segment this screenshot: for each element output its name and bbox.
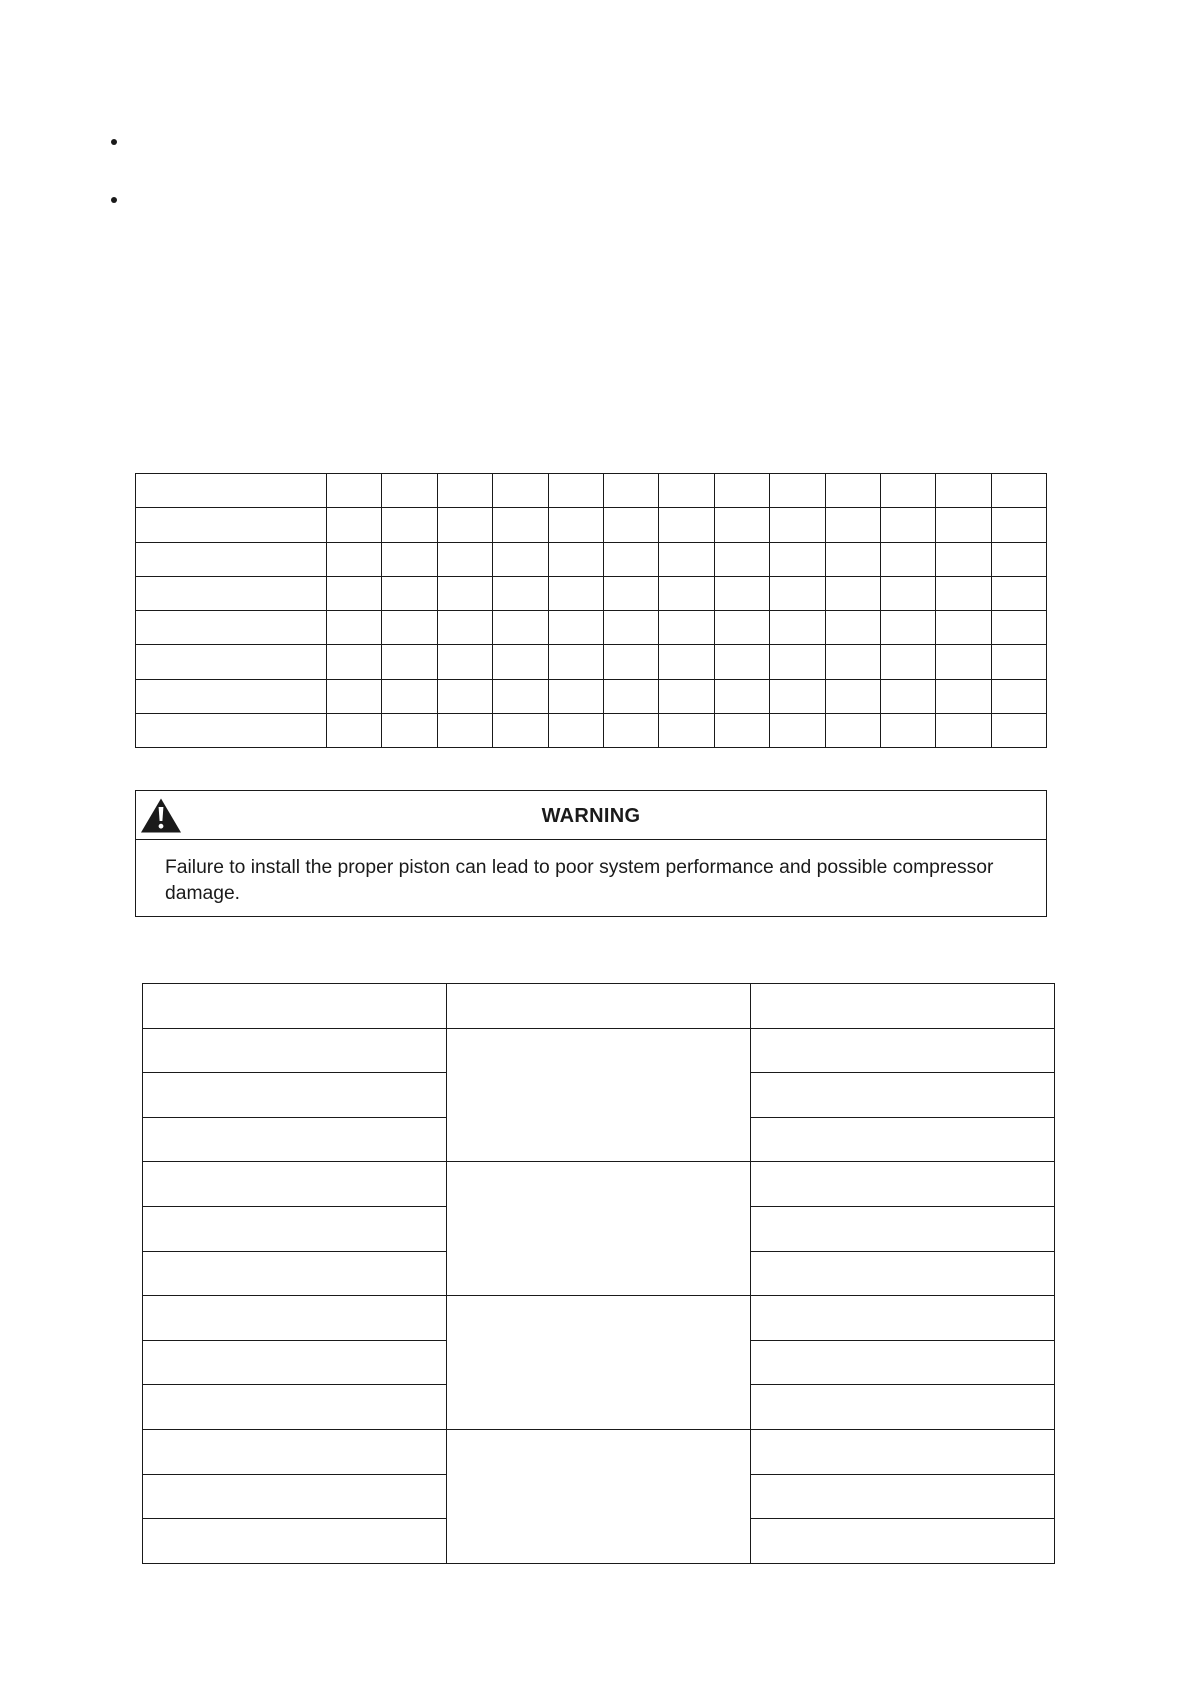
table-cell (936, 508, 991, 542)
table-cell (136, 714, 327, 748)
table-cell (991, 474, 1046, 508)
table-cell (382, 679, 437, 713)
table-cell (825, 611, 880, 645)
table-cell (143, 1385, 447, 1430)
table-cell (714, 576, 769, 610)
table-row (136, 474, 1047, 508)
table-cell (143, 1117, 447, 1162)
table-cell (751, 1340, 1055, 1385)
table-cell (493, 542, 548, 576)
table-cell (437, 645, 492, 679)
table-cell (936, 576, 991, 610)
table-row (136, 679, 1047, 713)
table-cell (437, 679, 492, 713)
table-cell (136, 542, 327, 576)
table-cell (991, 679, 1046, 713)
table-cell (327, 508, 382, 542)
table-cell (659, 576, 714, 610)
table-cell (770, 714, 825, 748)
table-cell (825, 474, 880, 508)
table-merged-cell (447, 1162, 751, 1296)
table-header-row (143, 984, 1055, 1029)
table-cell (936, 714, 991, 748)
bullet-2 (111, 197, 117, 203)
table-cell (659, 611, 714, 645)
table-cell (991, 576, 1046, 610)
table-cell (548, 679, 603, 713)
table-cell (751, 1296, 1055, 1341)
table-cell (770, 645, 825, 679)
table-cell (659, 508, 714, 542)
table-cell (714, 611, 769, 645)
table-row (136, 542, 1047, 576)
table-row (136, 714, 1047, 748)
table-cell (143, 984, 447, 1029)
table-cell (659, 645, 714, 679)
table-cell (936, 679, 991, 713)
table-cell (880, 508, 935, 542)
table-cell (880, 645, 935, 679)
table-cell (936, 542, 991, 576)
table-cell (880, 542, 935, 576)
table-cell (327, 679, 382, 713)
table-cell (714, 645, 769, 679)
table-cell (136, 645, 327, 679)
table-cell (825, 645, 880, 679)
table-cell (548, 611, 603, 645)
table-cell (382, 542, 437, 576)
table-cell (751, 1117, 1055, 1162)
table-cell (437, 474, 492, 508)
table-merged-cell (447, 1028, 751, 1162)
table-cell (143, 1296, 447, 1341)
table-cell (437, 508, 492, 542)
table-cell (548, 508, 603, 542)
table-cell (603, 714, 658, 748)
table-cell (493, 611, 548, 645)
piston-kit-table (142, 983, 1055, 1564)
table-cell (143, 1519, 447, 1564)
piston-kit-table-body (143, 984, 1055, 1564)
table-row (143, 1162, 1055, 1207)
table-cell (327, 714, 382, 748)
warning-header (136, 791, 1046, 840)
table-cell (136, 576, 327, 610)
table-cell (751, 1073, 1055, 1118)
table-cell (880, 679, 935, 713)
table-cell (548, 542, 603, 576)
table-cell (936, 645, 991, 679)
table-cell (991, 542, 1046, 576)
bullet-1 (111, 139, 117, 145)
table-cell (714, 542, 769, 576)
table-cell (143, 1206, 447, 1251)
table-cell (493, 576, 548, 610)
table-cell (136, 474, 327, 508)
table-cell (493, 714, 548, 748)
table-cell (603, 576, 658, 610)
table-cell (382, 474, 437, 508)
table-merged-cell (447, 1429, 751, 1563)
table-cell (493, 474, 548, 508)
table-cell (548, 645, 603, 679)
table-cell (437, 576, 492, 610)
table-cell (136, 611, 327, 645)
table-cell (327, 645, 382, 679)
table-cell (825, 542, 880, 576)
table-cell (751, 1162, 1055, 1207)
table-cell (825, 508, 880, 542)
piston-size-table (135, 473, 1047, 748)
table-cell (825, 714, 880, 748)
table-cell (751, 1206, 1055, 1251)
table-cell (714, 679, 769, 713)
warning-text: Failure to install the proper piston can lead to poor system performance and possible compressor damage. (165, 857, 994, 904)
table-cell (936, 611, 991, 645)
table-cell (603, 508, 658, 542)
table-cell (143, 1340, 447, 1385)
table-cell (880, 474, 935, 508)
table-cell (327, 474, 382, 508)
table-cell (382, 508, 437, 542)
table-row (143, 1028, 1055, 1073)
table-cell (880, 714, 935, 748)
table-cell (880, 576, 935, 610)
table-merged-cell (447, 1296, 751, 1430)
table-cell (991, 714, 1046, 748)
table-cell (603, 542, 658, 576)
table-cell (382, 714, 437, 748)
table-cell (751, 1028, 1055, 1073)
table-cell (382, 611, 437, 645)
table-cell (770, 542, 825, 576)
table-cell (143, 1028, 447, 1073)
table-cell (548, 714, 603, 748)
table-cell (437, 714, 492, 748)
table-cell (751, 1474, 1055, 1519)
table-cell (437, 542, 492, 576)
table-cell (659, 542, 714, 576)
table-cell (136, 679, 327, 713)
table-cell (327, 611, 382, 645)
table-cell (714, 474, 769, 508)
table-cell (714, 714, 769, 748)
table-cell (991, 508, 1046, 542)
table-cell (751, 1429, 1055, 1474)
table-row (136, 576, 1047, 610)
table-cell (548, 474, 603, 508)
table-cell (382, 645, 437, 679)
table-cell (714, 508, 769, 542)
table-cell (447, 984, 751, 1029)
table-cell (770, 576, 825, 610)
table-cell (136, 508, 327, 542)
table-cell (770, 611, 825, 645)
table-cell (143, 1073, 447, 1118)
table-cell (825, 679, 880, 713)
table-row (143, 1296, 1055, 1341)
table-cell (493, 679, 548, 713)
table-cell (548, 576, 603, 610)
table-cell (991, 611, 1046, 645)
table-cell (143, 1429, 447, 1474)
table-cell (659, 714, 714, 748)
table-cell (493, 508, 548, 542)
table-cell (603, 645, 658, 679)
table-cell (751, 984, 1055, 1029)
warning-box (135, 790, 1047, 917)
table-cell (659, 679, 714, 713)
table-cell (493, 645, 548, 679)
table-row (136, 508, 1047, 542)
piston-size-table-body (136, 474, 1047, 748)
table-cell (327, 576, 382, 610)
warning-title: WARNING (541, 805, 641, 827)
table-cell (659, 474, 714, 508)
table-cell (825, 576, 880, 610)
table-row (136, 611, 1047, 645)
table-cell (936, 474, 991, 508)
table-cell (603, 679, 658, 713)
table-cell (770, 474, 825, 508)
table-cell (603, 611, 658, 645)
table-cell (880, 611, 935, 645)
table-cell (603, 474, 658, 508)
table-cell (327, 542, 382, 576)
table-cell (143, 1251, 447, 1296)
table-cell (751, 1519, 1055, 1564)
table-cell (770, 679, 825, 713)
table-cell (770, 508, 825, 542)
table-cell (751, 1385, 1055, 1430)
table-row (136, 645, 1047, 679)
table-row (143, 1429, 1055, 1474)
table-cell (437, 611, 492, 645)
table-cell (143, 1162, 447, 1207)
table-cell (751, 1251, 1055, 1296)
table-cell (991, 645, 1046, 679)
table-cell (382, 576, 437, 610)
table-cell (143, 1474, 447, 1519)
